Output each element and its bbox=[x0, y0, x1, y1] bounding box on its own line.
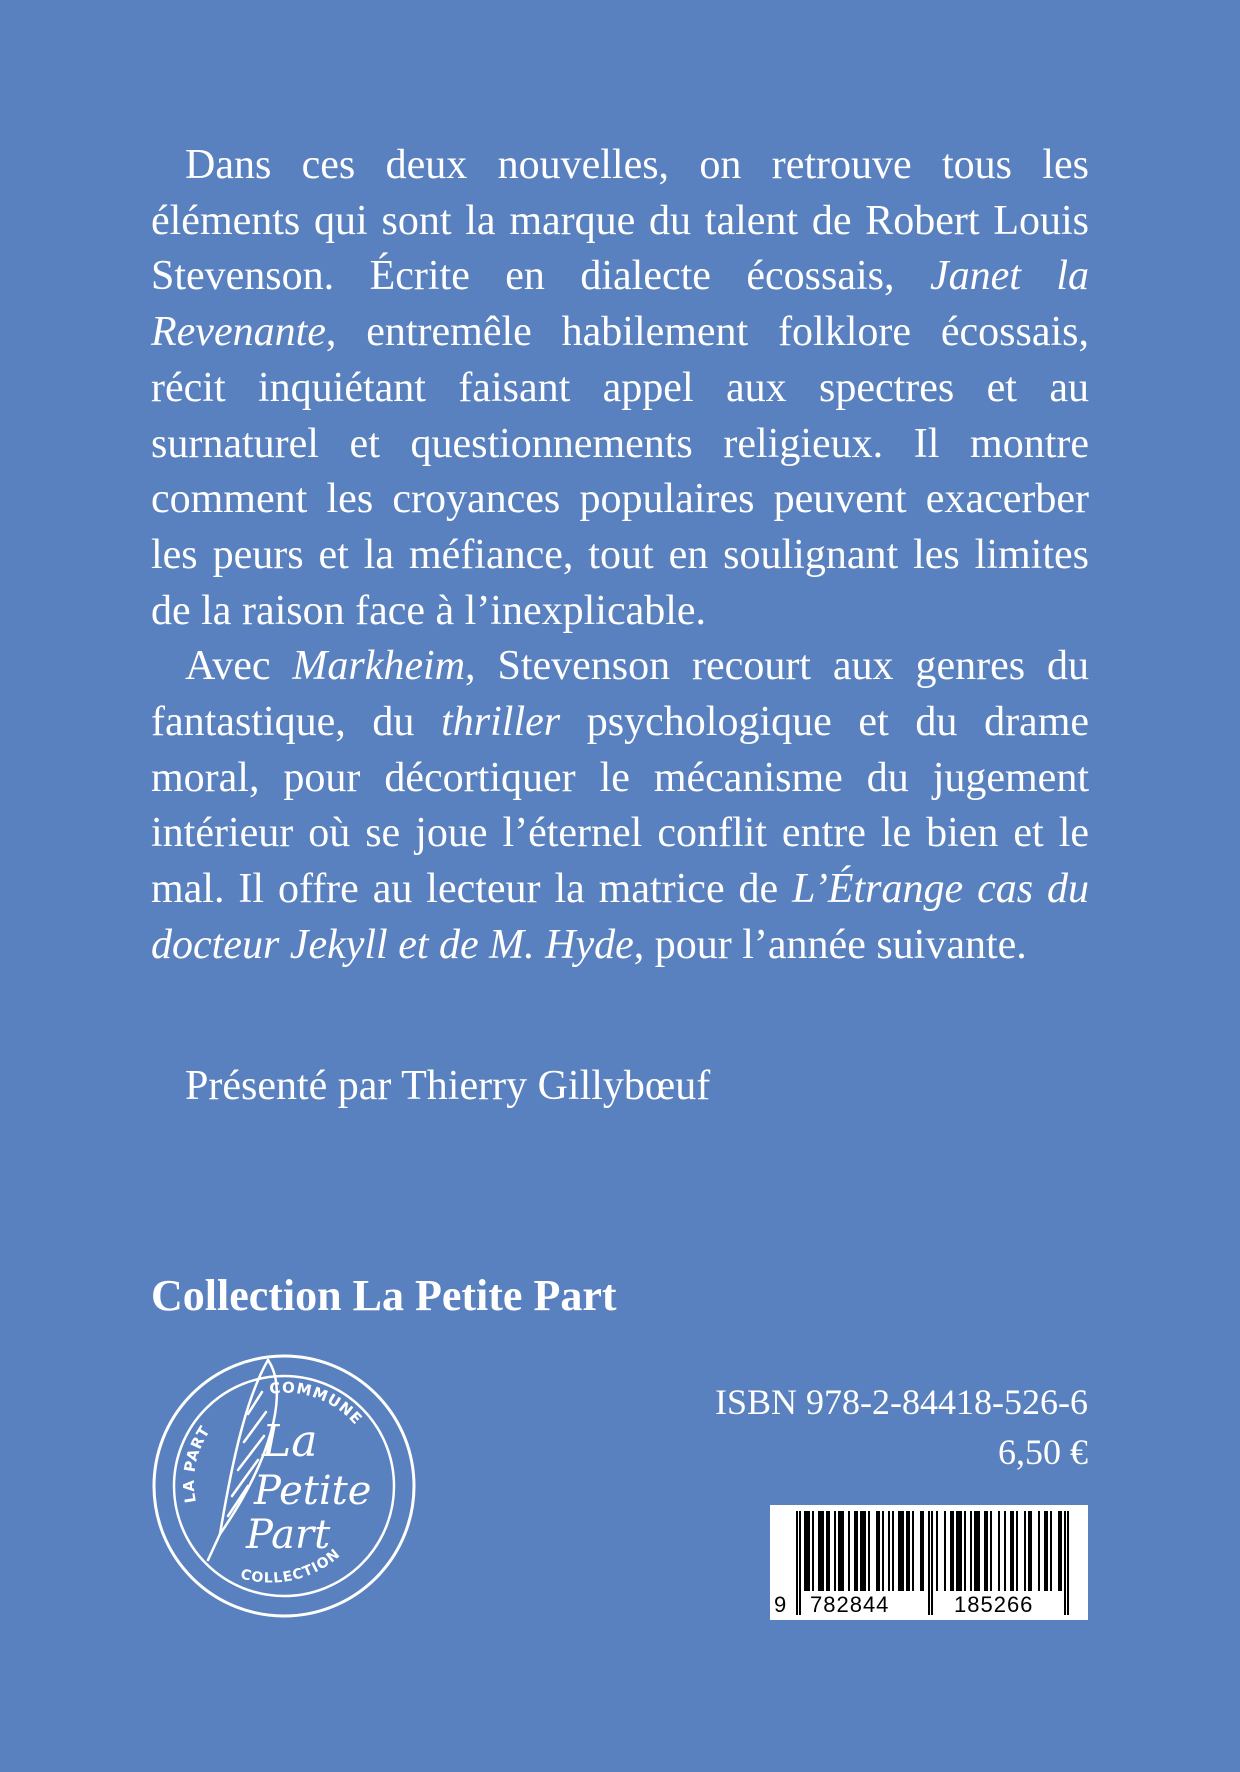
isbn: ISBN 978-2-84418-526-6 bbox=[715, 1382, 1088, 1422]
barcode-bar bbox=[1024, 1511, 1026, 1591]
barcode-bar bbox=[1044, 1511, 1048, 1591]
logo-script-petite: Petite bbox=[254, 1468, 372, 1514]
logo-ring-right: COMMUNE bbox=[268, 1378, 367, 1429]
barcode-bar bbox=[818, 1511, 824, 1591]
barcode-bar bbox=[854, 1511, 858, 1591]
barcode-bar bbox=[944, 1511, 946, 1591]
barcode-bar bbox=[888, 1511, 890, 1591]
collection-name: Collection La Petite Part bbox=[151, 1271, 617, 1320]
presenter-credit: Présenté par Thierry Gillybœuf bbox=[185, 1063, 711, 1109]
barcode-guard-bar bbox=[928, 1511, 930, 1615]
barcode-bar bbox=[970, 1511, 972, 1591]
barcode-group-left: 782844 bbox=[810, 1592, 890, 1617]
logo-ring-bottom: COLLECTION bbox=[238, 1545, 344, 1587]
barcode-bar bbox=[1038, 1511, 1040, 1591]
svg-text:LA PART bbox=[180, 1422, 214, 1504]
barcode-bar bbox=[834, 1511, 836, 1591]
barcode-guard-bar bbox=[799, 1511, 801, 1615]
title-markheim: Markheim bbox=[292, 643, 466, 690]
barcode-bar bbox=[912, 1511, 914, 1591]
barcode-bar bbox=[936, 1511, 938, 1591]
barcode-bar bbox=[1004, 1511, 1006, 1591]
barcode-bar bbox=[1050, 1511, 1052, 1591]
logo-ring-left: LA PART bbox=[179, 1422, 214, 1505]
barcode-bar bbox=[898, 1511, 904, 1591]
barcode-bar bbox=[848, 1511, 850, 1591]
collection-logo bbox=[150, 1352, 418, 1620]
blurb-paragraph-2: Avec Markheim, Stevenson recourt aux genres du fantastique, du thriller psychologique et du drame moral, pour décortiquer le mécanisme du jugement intérieur où se joue l’éternel conflit entre le bien et le mal. Il offre au lecteur la matrice de L’Étrange cas du docteur Jekyll et de M. Hyde, pour l’année suivante. bbox=[151, 643, 1090, 968]
price: 6,50 € bbox=[998, 1432, 1088, 1472]
barcode-guard-bar bbox=[796, 1511, 798, 1615]
barcode-bar bbox=[1058, 1511, 1062, 1591]
logo-script-la: La bbox=[262, 1416, 318, 1467]
barcode-bar bbox=[950, 1511, 954, 1591]
barcode-guard-bar bbox=[1064, 1511, 1066, 1615]
barcode-bar bbox=[882, 1511, 884, 1591]
blurb-paragraph-1: Dans ces deux nouvelles, on retrouve tous les éléments qui sont la marque du talent de Robert Louis Stevenson. Écrite en dialecte écossais, Janet la Revenante, entremêle habilement folklore écossais, récit inquiétant faisant appel aux spectres et au surnaturel et questionnements religieux. Il montre comment les croyances populaires peuvent exacerber les peurs et la méfiance, tout en soulignant les limites de la raison face à l’inexplicable. bbox=[151, 142, 1089, 634]
barcode-bar bbox=[804, 1511, 810, 1591]
barcode-bar bbox=[876, 1511, 880, 1591]
barcode-bar bbox=[974, 1511, 980, 1591]
barcode-bar bbox=[1010, 1511, 1014, 1591]
title-janet: Janet la Revenante bbox=[151, 253, 1089, 356]
title-jekyll-hyde: L’Étrange cas du docteur Jekyll et de M. Hyde bbox=[151, 866, 1089, 968]
barcode-bar bbox=[906, 1511, 910, 1591]
barcode-bar bbox=[964, 1511, 966, 1591]
barcode-bar bbox=[860, 1511, 866, 1591]
barcode-digit-first: 9 bbox=[774, 1592, 788, 1617]
genre-thriller: thriller bbox=[441, 699, 561, 746]
barcode-guard-bar bbox=[931, 1511, 933, 1615]
barcode-bar bbox=[998, 1511, 1000, 1591]
barcode-bar bbox=[1028, 1511, 1032, 1591]
barcode-bar bbox=[892, 1511, 894, 1591]
barcode-bar bbox=[868, 1511, 870, 1591]
barcode bbox=[770, 1505, 1088, 1620]
barcode-bar bbox=[984, 1511, 988, 1591]
barcode-guard-bar bbox=[1067, 1511, 1069, 1615]
barcode-bar bbox=[826, 1511, 830, 1591]
logo-script-part: Part bbox=[246, 1512, 331, 1558]
barcode-bar bbox=[838, 1511, 844, 1591]
barcode-bar bbox=[990, 1511, 992, 1591]
barcode-bar bbox=[956, 1511, 962, 1591]
barcode-bar bbox=[812, 1511, 814, 1591]
barcode-group-right: 185266 bbox=[954, 1592, 1034, 1617]
barcode-bar bbox=[920, 1511, 924, 1591]
back-cover-blurb bbox=[151, 138, 1089, 974]
barcode-bar bbox=[1016, 1511, 1018, 1591]
